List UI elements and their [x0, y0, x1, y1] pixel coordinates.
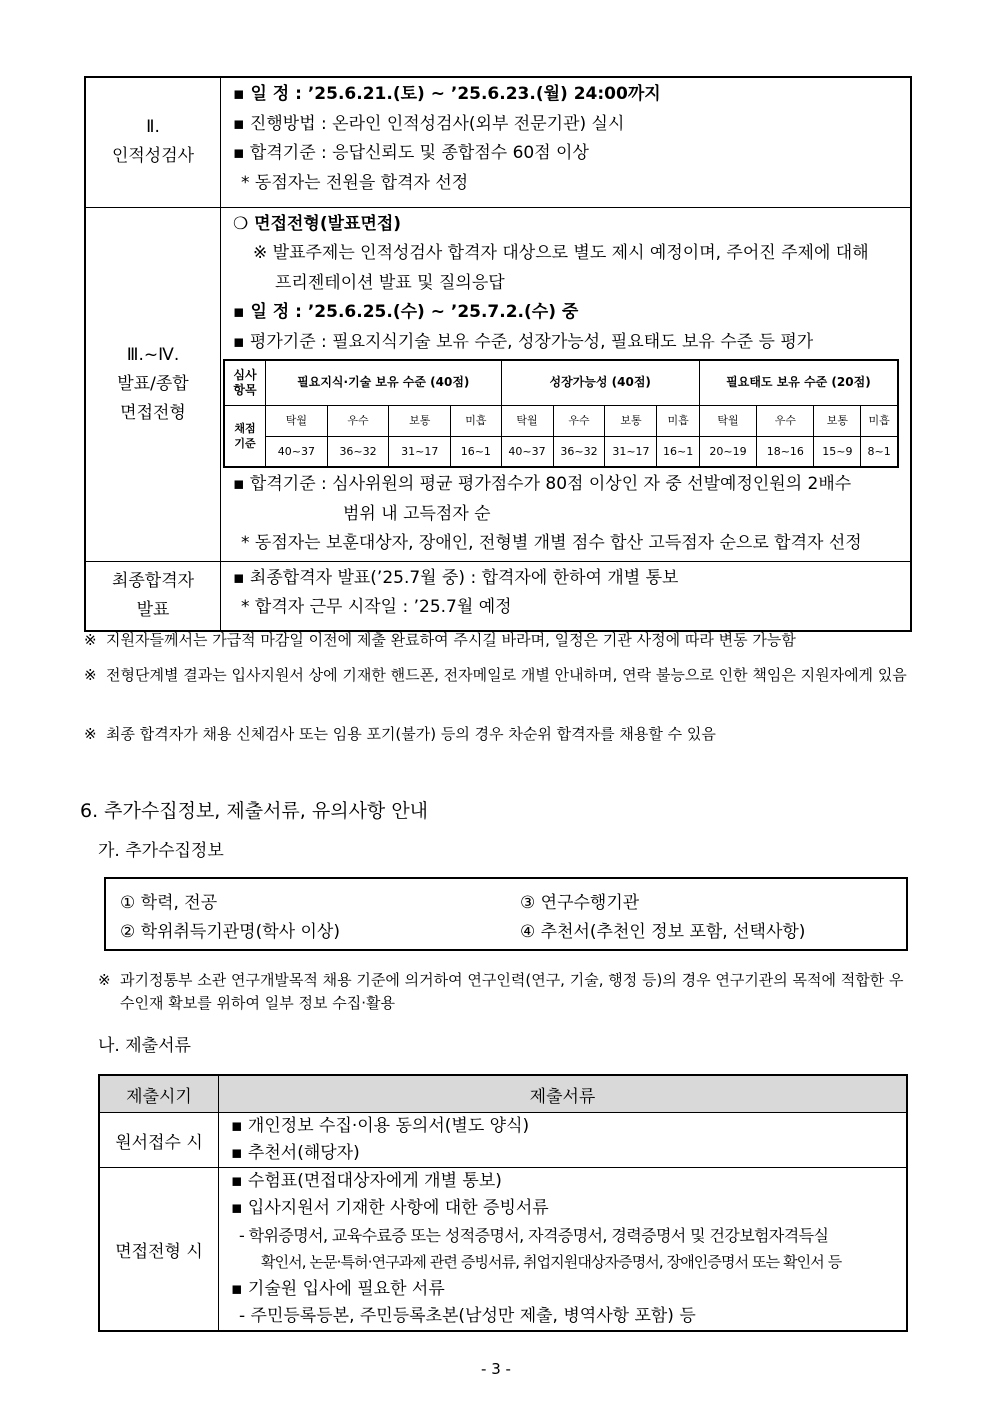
score-grade: 미흡 [451, 406, 501, 437]
final-announcement: ▪ 최종합격자 발표(’25.7월 중) : 합격자에 한하여 개별 통보 [233, 567, 679, 588]
score-range: 20~19 [699, 436, 756, 467]
personality-schedule: ▪ 일 정 : ’25.6.21.(토) ~ ’25.6.23.(월) 24:00까지 [233, 84, 661, 104]
stage-name: 인적성검사 [111, 146, 195, 167]
documents-table [98, 1074, 908, 1332]
interview-pass-criteria-cont: 범위 내 고득점자 순 [343, 503, 491, 524]
note-mark: ※ [84, 631, 97, 649]
score-range: 36~32 [327, 436, 389, 467]
score-range-row [224, 436, 898, 467]
interview-topic-note: ※ 발표주제는 인적성검사 합격자 대상으로 별도 제시 예정이며, 주어진 주제에 대해 [253, 243, 869, 263]
note-text: 최종 합격자가 채용 신체검사 또는 임용 포기(불가) 등의 경우 차순위 합격자를 채용할 수 있음 [106, 725, 716, 743]
interview-heading: ❍ 면접전형(발표면접) [233, 213, 402, 234]
personality-criteria: ▪ 합격기준 : 응답신뢰도 및 종합점수 60점 이상 [233, 143, 589, 163]
note-mark: ※ [84, 666, 97, 684]
additional-info-box [104, 877, 908, 951]
stage-number: Ⅲ.~Ⅳ. [126, 344, 180, 365]
note-text: 과기정통부 소관 연구개발목적 채용 기준에 의거하여 연구인력(연구, 기술, 행정 등)의 경우 연구기관의 목적에 적합한 우수인재 확보를 위하여 일부 정보 수집·활용 [120, 971, 904, 1012]
submission-time: 면접전형 시 [99, 1168, 219, 1332]
score-grade: 우수 [327, 406, 389, 437]
document-item: ▪ 추천서(해당자) [231, 1143, 360, 1163]
document-subitem: - 학위증명서, 교육수료증 또는 성적증명서, 자격증명서, 경력증명서 및 건강보험자격득실 [239, 1226, 829, 1245]
score-table [223, 359, 899, 468]
label-part: 심사 [233, 368, 257, 382]
label-part: 채점 [234, 422, 256, 435]
score-range: 16~1 [451, 436, 501, 467]
document-item: ▪ 기술원 입사에 필요한 서류 [231, 1279, 445, 1299]
header-submission-time: 제출시기 [99, 1075, 219, 1113]
stage-number: Ⅱ. [146, 117, 160, 138]
note-deadline [84, 629, 912, 652]
documents-row [99, 1113, 907, 1168]
score-grade: 보통 [814, 406, 861, 437]
score-grade: 미흡 [657, 406, 699, 437]
document-subitem: 확인서, 논문·특허·연구과제 관련 증빙서류, 취업지원대상자증명서, 장애인증명서 또는 확인서 등 [261, 1253, 842, 1271]
note-text: 지원자들께서는 가급적 마감일 이전에 제출 완료하여 주시길 바라며, 일정은 기관 사정에 따라 변동 가능함 [106, 631, 796, 649]
score-header-row [224, 360, 898, 406]
score-range: 18~16 [757, 436, 814, 467]
personality-tie-note: * 동점자는 전원을 합격자 선정 [241, 172, 469, 193]
interview-label [85, 207, 221, 561]
note-replacement [84, 723, 912, 746]
label-part: 기준 [234, 437, 256, 450]
personality-content [221, 77, 912, 207]
note-mark: ※ [84, 725, 97, 743]
score-grade: 우수 [757, 406, 814, 437]
document-item: ▪ 수험표(면접대상자에게 개별 통보) [231, 1171, 502, 1191]
personality-method: ▪ 진행방법 : 온라인 인적성검사(외부 전문기관) 실시 [233, 113, 625, 134]
score-row-label [224, 360, 266, 406]
interview-tie-note: * 동점자는 보훈대상자, 장애인, 전형별 개별 점수 합산 고득점자 순으로 합격자 선정 [241, 533, 862, 553]
info-item: ② 학위취득기관명(학사 이상) [120, 922, 340, 942]
document-item: ▪ 개인정보 수집·이용 동의서(별도 양식) [231, 1116, 530, 1136]
score-grade: 보통 [605, 406, 657, 437]
documents-row [99, 1168, 907, 1332]
note-mark: ※ [98, 971, 111, 989]
info-note [98, 969, 912, 1015]
interview-pass-criteria: ▪ 합격기준 : 심사위원의 평균 평가점수가 80점 이상인 자 중 선발예정인원의 2배수 [233, 474, 852, 494]
header-documents: 제출서류 [219, 1075, 908, 1113]
final-row [85, 561, 911, 631]
note-results [84, 664, 912, 687]
stage-name: 최종합격자 [111, 570, 195, 591]
final-content [221, 561, 912, 631]
score-row-label [224, 406, 266, 468]
document-item: ▪ 입사지원서 기재한 사항에 대한 증빙서류 [231, 1198, 549, 1218]
score-grade: 탁월 [266, 406, 328, 437]
score-grade: 탁월 [699, 406, 756, 437]
personality-label [85, 77, 221, 207]
score-category: 성장가능성 (40점) [501, 360, 699, 406]
interview-criteria: ▪ 평가기준 : 필요지식기술 보유 수준, 성장가능성, 필요태도 보유 수준 등 평가 [233, 331, 814, 352]
interview-row [85, 207, 911, 561]
page-number: - 3 - [481, 1360, 511, 1378]
info-item: ③ 연구수행기관 [520, 893, 640, 913]
documents-list [219, 1113, 908, 1168]
documents-header-row [99, 1075, 907, 1113]
stage-name: 면접전형 [120, 402, 186, 423]
section-title: 6. 추가수집정보, 제출서류, 유의사항 안내 [80, 800, 429, 822]
subsection-documents: 나. 제출서류 [98, 1036, 191, 1056]
score-range: 8~1 [861, 436, 898, 467]
score-range: 36~32 [553, 436, 605, 467]
interview-content [221, 207, 912, 561]
final-label [85, 561, 221, 631]
personality-test-row [85, 77, 911, 207]
info-item: ① 학력, 전공 [120, 893, 218, 913]
score-category: 필요태도 보유 수준 (20점) [699, 360, 898, 406]
submission-time: 원서접수 시 [99, 1113, 219, 1168]
final-start-date: * 합격자 근무 시작일 : ’25.7월 예정 [241, 597, 512, 617]
score-range: 15~9 [814, 436, 861, 467]
score-grade: 탁월 [501, 406, 553, 437]
score-grade-row [224, 406, 898, 437]
interview-schedule: ▪ 일 정 : ’25.6.25.(수) ~ ’25.7.2.(수) 중 [233, 302, 579, 322]
score-grade: 보통 [389, 406, 451, 437]
interview-topic-note-cont: 프리젠테이션 발표 및 질의응답 [275, 272, 505, 293]
score-category: 필요지식·기술 보유 수준 (40점) [266, 360, 502, 406]
documents-list [219, 1168, 908, 1332]
label-part: 항목 [233, 383, 257, 397]
stage-name: 발표/종합 [117, 373, 189, 394]
note-text: 전형단계별 결과는 입사지원서 상에 기재한 핸드폰, 전자메일로 개별 안내하며, 연락 불능으로 인한 책임은 지원자에게 있음 [106, 666, 907, 684]
stage-name: 발표 [136, 599, 170, 620]
subsection-additional-info: 가. 추가수집정보 [98, 841, 224, 861]
score-range: 31~17 [605, 436, 657, 467]
schedule-table [84, 76, 912, 632]
score-range: 40~37 [266, 436, 328, 467]
score-grade: 미흡 [861, 406, 898, 437]
info-item: ④ 추천서(추천인 정보 포함, 선택사항) [520, 922, 806, 942]
score-range: 40~37 [501, 436, 553, 467]
score-range: 31~17 [389, 436, 451, 467]
document-subitem: - 주민등록등본, 주민등록초본(남성만 제출, 병역사항 포함) 등 [239, 1306, 696, 1326]
score-grade: 우수 [553, 406, 605, 437]
score-range: 16~1 [657, 436, 699, 467]
